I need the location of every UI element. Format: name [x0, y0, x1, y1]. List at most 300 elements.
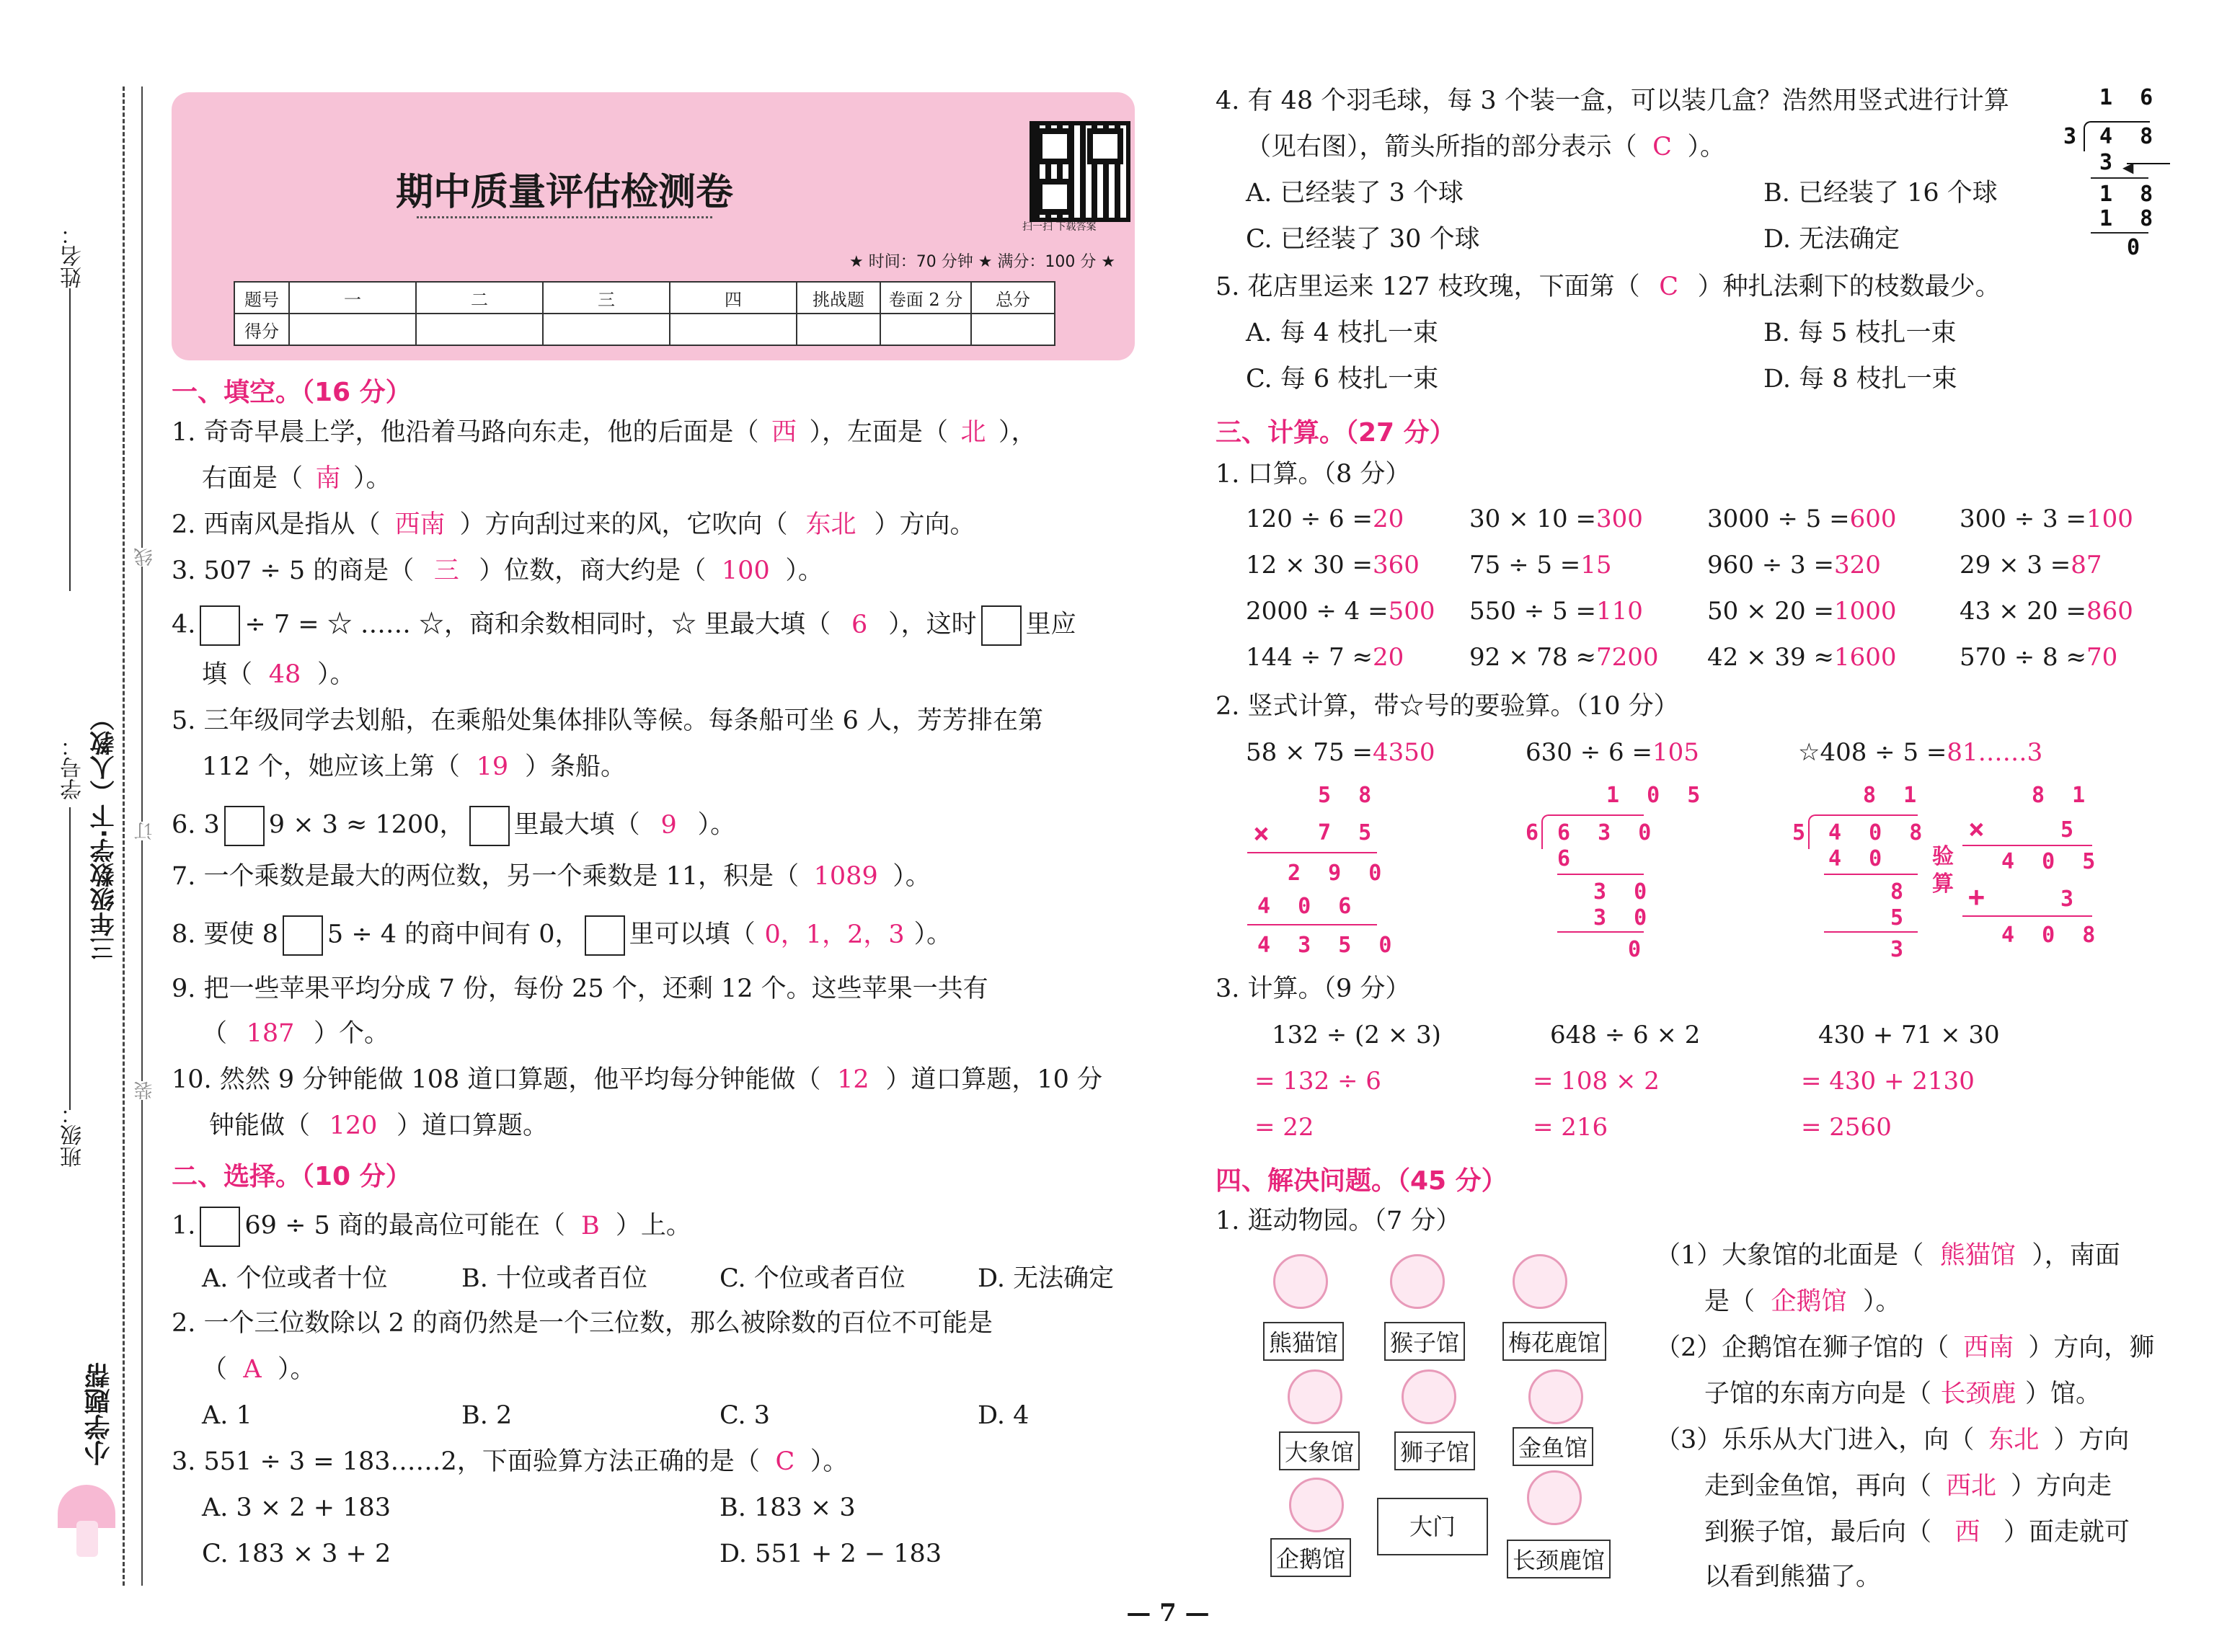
- question-text: 子馆的东南方向是（: [1704, 1380, 1932, 1408]
- vertical-calc-3: [1798, 738, 2042, 767]
- cut-line-label: 线: [131, 548, 158, 567]
- question-text: 到猴子馆，最后向（: [1704, 1518, 1932, 1547]
- choice-q3: [172, 1446, 848, 1478]
- oral-expression: 2000 ÷ 4 =: [1246, 597, 1389, 626]
- blank-box[interactable]: [585, 915, 625, 956]
- question-text: ）方向，狮: [2028, 1333, 2155, 1362]
- section-3-title: 三、计算。（27 分）: [1216, 418, 1456, 448]
- question-text: （1）大象馆的北面是（: [1655, 1241, 1924, 1270]
- section-4-title: 四、解决问题。（45 分）: [1216, 1166, 1507, 1196]
- calc-digits: 5 8: [1318, 783, 1379, 808]
- calc-digits: 3 0: [1593, 879, 1655, 905]
- calc-rule: [1824, 874, 1918, 875]
- answer: 120: [329, 1111, 378, 1140]
- answer: C: [775, 1447, 795, 1476]
- option[interactable]: A. 3 × 2 + 183: [202, 1493, 391, 1522]
- question-text: 5. 三年级同学去划船，在乘船处集体排队等候。每条船可坐 6 人，芳芳排在第: [172, 706, 1044, 735]
- answer: C: [1659, 272, 1678, 301]
- choice-q2: [172, 1307, 993, 1339]
- question-text: 以看到熊猫了。: [1704, 1563, 1882, 1591]
- score-input-cell[interactable]: [880, 314, 971, 345]
- question-text: ），南面: [2032, 1241, 2120, 1270]
- answer: 48: [268, 660, 301, 689]
- answer: 187: [246, 1019, 295, 1048]
- calc-digits: 7 5: [1318, 820, 1379, 845]
- zoo-label: 金鱼馆: [1513, 1427, 1593, 1466]
- calc-expression: 630 ÷ 6 =: [1526, 738, 1652, 767]
- fill-q10: [172, 1064, 1102, 1096]
- qr-finder-icon: [1087, 128, 1123, 164]
- score-cell: 三: [543, 282, 670, 314]
- compute-expr: 648 ÷ 6 × 2: [1550, 1021, 1701, 1049]
- question-text: 3. 507 ÷ 5 的商是（: [172, 556, 415, 585]
- section-1-title: 一、填空。（16 分）: [172, 378, 412, 407]
- oral-answer: 20: [1372, 505, 1404, 533]
- score-cell: 四: [670, 282, 797, 314]
- oral-item: [1707, 643, 1896, 672]
- question-text: ）方向走: [2011, 1472, 2112, 1501]
- answer: C: [1652, 133, 1672, 161]
- choice-q4: [1216, 85, 2009, 117]
- question-text: 9. 把一些苹果平均分成 7 份，每份 25 个，还剩 12 个。这些苹果一共有: [172, 974, 988, 1003]
- check-digits: 3: [2060, 887, 2081, 912]
- answer: A: [243, 1355, 262, 1384]
- title-underline: [417, 216, 712, 218]
- question-text: 2. 一个三位数除以 2 的商仍然是一个三位数，那么被除数的百位不可能是: [172, 1309, 993, 1338]
- zoo-label: 梅花鹿馆: [1502, 1322, 1606, 1361]
- option[interactable]: D. 无法确定: [1763, 225, 1900, 254]
- check-digits: 8 1: [2032, 783, 2093, 808]
- fill-q9-cont: [202, 1018, 389, 1049]
- oral-item: [1246, 643, 1404, 672]
- blank-box[interactable]: [283, 915, 323, 956]
- division-rule: [2091, 177, 2148, 179]
- oral-item: [1246, 551, 1420, 579]
- question-text: ）方向。: [874, 510, 975, 539]
- blank-box[interactable]: [469, 806, 510, 846]
- oral-answer: 860: [2086, 597, 2133, 626]
- calc-answer: 81……3: [1947, 738, 2043, 767]
- penguin-icon: [1289, 1478, 1344, 1532]
- compute-step: = 430 + 2130: [1801, 1067, 1975, 1096]
- calc-operator: ×: [1253, 817, 1277, 849]
- oral-answer: 1000: [1833, 597, 1897, 626]
- blank-box[interactable]: [224, 806, 265, 846]
- question-text: 右面是（: [202, 464, 304, 493]
- oral-item: [1469, 597, 1643, 626]
- question-text: ），这时: [888, 610, 977, 639]
- panda-icon: [1273, 1254, 1328, 1309]
- calc-digits: 3: [1890, 937, 1911, 962]
- question-text: ）。: [913, 920, 952, 949]
- oral-expression: 92 × 78 ≈: [1469, 643, 1596, 672]
- oral-answer: 20: [1372, 643, 1404, 672]
- fill-q6: [172, 806, 735, 846]
- calc-divisor: 6: [1526, 820, 1546, 845]
- question-text: 填（: [202, 660, 253, 689]
- option[interactable]: D. 无法确定: [978, 1264, 1115, 1293]
- question-text: ）方向: [2053, 1426, 2130, 1455]
- division-step: 1 8: [2099, 206, 2161, 231]
- calc-quotient: 1 0 5: [1606, 783, 1708, 808]
- oral-expression: 43 × 20 =: [1960, 597, 2086, 626]
- vertical-calc-1: [1246, 738, 1435, 767]
- question-text: 6. 3: [172, 810, 220, 840]
- question-text: ）面走就可: [2004, 1518, 2130, 1547]
- score-input-cell[interactable]: [670, 314, 797, 345]
- question-text: ）方向刮过来的风，它吹向（: [459, 510, 788, 539]
- oral-expression: 144 ÷ 7 ≈: [1246, 643, 1373, 672]
- check-digits: 4 0 8: [2001, 923, 2103, 948]
- answer: 西南: [394, 510, 446, 539]
- fill-q3: [172, 555, 823, 587]
- division-quotient: 1 6: [2099, 85, 2161, 110]
- answer: 南: [315, 464, 341, 493]
- compute-expr: 132 ÷ (2 × 3): [1272, 1021, 1441, 1049]
- check-digits: 5: [2060, 817, 2081, 843]
- question-text: 是（: [1704, 1287, 1756, 1316]
- oral-answer: 15: [1580, 551, 1612, 579]
- option[interactable]: A. 个位或者十位: [202, 1264, 388, 1293]
- question-text: 里应: [1025, 610, 1076, 639]
- score-table-header-row: [234, 282, 1055, 314]
- mushroom-stem-icon: [76, 1521, 98, 1557]
- blank-box[interactable]: [981, 605, 1022, 646]
- question-text: ）个。: [314, 1019, 390, 1048]
- calc-rule: [1557, 874, 1644, 875]
- question-text: ）。: [785, 556, 823, 585]
- oral-expression: 300 ÷ 3 =: [1960, 505, 2086, 533]
- name-label: 姓名：: [61, 223, 86, 288]
- fill-q2: [172, 509, 975, 541]
- question-text: ），: [999, 418, 1037, 447]
- blank-box[interactable]: [200, 605, 240, 646]
- compute-step: = 132 ÷ 6: [1254, 1067, 1381, 1096]
- section-2-title: 二、选择。（10 分）: [172, 1162, 412, 1191]
- cut-line-label: 订: [131, 822, 158, 840]
- zoo-p3-cont: [1704, 1470, 2112, 1502]
- question-text: 9 × 3 ≈ 1200，: [268, 810, 465, 840]
- question-text: 5 ÷ 4 的商中间有 0，: [327, 920, 580, 949]
- question-text: ）种扎法剩下的枝数最少。: [1697, 272, 2001, 301]
- answer: 1089: [813, 862, 878, 891]
- oral-item: [1469, 551, 1612, 579]
- question-text: 112 个，她应该上第（: [202, 752, 460, 781]
- book-label: 三年级数学·下（人教）: [90, 706, 119, 961]
- answer: 西南: [1963, 1333, 2014, 1362]
- oral-answer: 500: [1388, 597, 1435, 626]
- division-divisor: 3: [2063, 124, 2084, 149]
- oral-answer: 7200: [1595, 643, 1659, 672]
- fill-q4: [172, 605, 1076, 646]
- question-text: （3）乐乐从大门进入，向（: [1655, 1426, 1975, 1455]
- calc-quotient: 8 1: [1863, 783, 1924, 808]
- compute-step: = 22: [1254, 1113, 1314, 1142]
- oral-item: [1246, 597, 1435, 626]
- oral-expression: 120 ÷ 6 =: [1246, 505, 1373, 533]
- question-text: ）道口算题。: [397, 1111, 549, 1140]
- option[interactable]: B. 183 × 3: [720, 1493, 856, 1522]
- option[interactable]: D. 551 + 2 − 183: [720, 1540, 942, 1568]
- zoo-p2: [1655, 1332, 2154, 1364]
- option[interactable]: B. 十位或者百位: [461, 1264, 647, 1293]
- option[interactable]: B. 每 5 枝扎一束: [1763, 319, 1957, 347]
- calc-digits: 4 3 5 0: [1257, 933, 1399, 958]
- answer: 6: [851, 610, 868, 639]
- elephant-icon: [1288, 1369, 1342, 1424]
- option[interactable]: C. 个位或者百位: [720, 1264, 906, 1293]
- arrow-head-icon: ◀: [2122, 159, 2134, 176]
- qr-caption: 扫一扫 下载答案: [1022, 221, 1097, 233]
- question-text: （: [202, 1019, 228, 1048]
- question-text: ）。: [317, 660, 355, 689]
- option[interactable]: C. 每 6 枝扎一束: [1246, 365, 1439, 394]
- score-cell: 题号: [234, 282, 289, 314]
- score-cell: 得分: [234, 314, 289, 345]
- choice-q5: [1216, 271, 2001, 303]
- option[interactable]: C. 3: [720, 1401, 771, 1430]
- answer: 东北: [805, 510, 856, 539]
- question-text: ）。: [810, 1447, 849, 1476]
- choice-q4-cont: [1246, 131, 1725, 163]
- answer: 三: [433, 556, 459, 585]
- vertical-calc-2: [1526, 738, 1699, 767]
- score-input-cell[interactable]: [797, 314, 880, 345]
- question-text: ）。: [1863, 1287, 1901, 1316]
- answer: 西: [1954, 1518, 1980, 1547]
- oral-answer: 300: [1595, 505, 1643, 533]
- question-text: ）。: [353, 464, 391, 493]
- question-text: ）。: [278, 1355, 316, 1384]
- answer: 北: [960, 418, 986, 447]
- question-text: 4. 有 48 个羽毛球，每 3 个装一盒，可以装几盒？浩然用竖式进行计算: [1216, 86, 2009, 115]
- oral-expression: 42 × 39 ≈: [1707, 643, 1834, 672]
- answer: B: [581, 1211, 600, 1240]
- question-text: 1.: [172, 1211, 196, 1240]
- question-text: 4.: [172, 610, 196, 639]
- lion-icon: [1402, 1369, 1456, 1424]
- calc-digits: 4 0: [1828, 846, 1890, 871]
- oral-item: [1246, 505, 1404, 533]
- student-id-label: 学号：: [61, 735, 86, 800]
- oral-expression: 570 ÷ 8 ≈: [1960, 643, 2086, 672]
- id-field-line[interactable]: [69, 807, 71, 1110]
- calc-rule: [1557, 931, 1644, 933]
- calc-dividend: 4 0 8: [1828, 820, 1930, 845]
- question-text: ÷ 7 = ☆ …… ☆，商和余数相同时，☆ 里最大填（: [244, 610, 831, 639]
- question-text: 7. 一个乘数是最大的两位数，另一个乘数是 11，积是（: [172, 862, 800, 891]
- zoo-question-title: 1. 逛动物园。（7 分）: [1216, 1207, 1461, 1235]
- header-banner: [172, 92, 1135, 360]
- division-dividend: 4 8: [2099, 124, 2161, 149]
- compute-expr: 430 + 71 × 30: [1818, 1021, 2000, 1049]
- zoo-label: 企鹅馆: [1270, 1538, 1351, 1577]
- division-rule: [2091, 232, 2148, 234]
- question-text: 钟能做（: [209, 1111, 311, 1140]
- zoo-p1: [1655, 1240, 2120, 1271]
- score-input-cell[interactable]: [971, 314, 1055, 345]
- question-text: 里最大填（: [513, 810, 640, 840]
- calc-answer: 4350: [1372, 738, 1435, 767]
- fill-q8: [172, 915, 952, 956]
- question-text: 10. 然然 9 分钟能做 108 道口算题，他平均每分钟能做（: [172, 1065, 821, 1094]
- compute-step: = 216: [1533, 1113, 1608, 1142]
- question-text: ）道口算题，10 分: [885, 1065, 1103, 1094]
- option[interactable]: B. 已经装了 16 个球: [1763, 179, 1998, 208]
- question-text: 里可以填（: [629, 920, 756, 949]
- calc-digits: 0: [1628, 937, 1649, 962]
- zoo-gate: 大门: [1377, 1498, 1488, 1555]
- oral-answer: 87: [2071, 551, 2102, 579]
- question-text: 5. 花店里运来 127 枝玫瑰，下面第（: [1216, 272, 1640, 301]
- giraffe-icon: [1527, 1470, 1582, 1525]
- zoo-label: 大象馆: [1279, 1431, 1360, 1470]
- oral-item: [1960, 643, 2117, 672]
- fill-q1-cont: [202, 463, 391, 494]
- calc-digits: 5: [1890, 905, 1911, 931]
- goldfish-icon: [1528, 1369, 1583, 1424]
- option[interactable]: D. 每 8 枝扎一束: [1763, 365, 1957, 394]
- qr-finder-icon: [1037, 179, 1073, 215]
- check-label: 验算: [1932, 844, 1954, 897]
- question-text: ）位数，商大约是（: [479, 556, 707, 585]
- answer: 企鹅馆: [1771, 1287, 1847, 1316]
- oral-expression: 75 ÷ 5 =: [1469, 551, 1581, 579]
- vertical-title: 2. 竖式计算，带☆号的要验算。（10 分）: [1216, 692, 1679, 721]
- oral-expression: 550 ÷ 5 =: [1469, 597, 1596, 626]
- calc-rule: [1824, 931, 1918, 933]
- answer: 西: [771, 418, 797, 447]
- option[interactable]: C. 183 × 3 + 2: [202, 1540, 391, 1568]
- answer: 19: [476, 752, 509, 781]
- question-text: 1. 奇奇早晨上学，他沿着马路向东走，他的后面是（: [172, 418, 759, 447]
- oral-expression: 3000 ÷ 5 =: [1707, 505, 1850, 533]
- oral-expression: 50 × 20 =: [1707, 597, 1834, 626]
- qr-finder-icon: [1037, 128, 1073, 164]
- option[interactable]: D. 4: [978, 1401, 1030, 1430]
- option[interactable]: A. 每 4 枝扎一束: [1246, 319, 1439, 347]
- fill-q4-cont: [202, 659, 355, 690]
- name-field-line[interactable]: [69, 288, 71, 591]
- cut-line-label: 装: [131, 1081, 158, 1100]
- question-text: ）上。: [615, 1211, 691, 1240]
- oral-answer: 110: [1595, 597, 1643, 626]
- option[interactable]: B. 2: [461, 1401, 513, 1430]
- oral-item: [1469, 505, 1643, 533]
- answer: 100: [721, 556, 770, 585]
- question-text: 8. 要使 8: [172, 920, 278, 949]
- division-step: 1 8: [2099, 182, 2161, 207]
- zoo-label: 猴子馆: [1384, 1322, 1465, 1361]
- brand-label: 小学题帮: [84, 1362, 114, 1466]
- calc-digits: 8: [1890, 879, 1911, 905]
- calc-expression: ☆408 ÷ 5 =: [1798, 738, 1947, 767]
- oral-item: [1707, 551, 1881, 579]
- fill-q10-cont: [209, 1110, 548, 1142]
- question-text: （2）企鹅馆在狮子馆的（: [1655, 1333, 1949, 1362]
- oral-answer: 100: [2086, 505, 2133, 533]
- question-text: 2. 西南风是指从（: [172, 510, 381, 539]
- page-number: — 7 —: [1126, 1599, 1210, 1627]
- fill-q5-cont: [202, 751, 626, 783]
- oral-expression: 29 × 3 =: [1960, 551, 2071, 579]
- question-text: （: [202, 1355, 228, 1384]
- calc-digits: 3 0: [1593, 905, 1655, 931]
- score-cell: 挑战题: [797, 282, 880, 314]
- zoo-p3-cont: [1704, 1561, 1881, 1593]
- calc-rule: [1962, 915, 2092, 917]
- score-input-cell[interactable]: [543, 314, 670, 345]
- deer-icon: [1513, 1254, 1567, 1309]
- score-input-cell[interactable]: [289, 314, 416, 345]
- score-cell: 总分: [971, 282, 1055, 314]
- calc-divisor: 5: [1792, 820, 1813, 845]
- question-text: ）。: [697, 810, 736, 840]
- question-text: ），左面是（: [809, 418, 949, 447]
- question-text: ）。: [893, 862, 931, 891]
- calc-expression: 58 × 75 =: [1246, 738, 1373, 767]
- compute-step: = 108 × 2: [1533, 1067, 1660, 1096]
- fill-q1: [172, 417, 1037, 448]
- oral-answer: 600: [1849, 505, 1897, 533]
- zoo-label: 长颈鹿馆: [1507, 1540, 1611, 1578]
- score-cell: 卷面 2 分: [880, 282, 971, 314]
- calc-rule: [1247, 924, 1377, 925]
- check-digits: 4 0 5: [2001, 849, 2103, 874]
- option[interactable]: A. 1: [202, 1401, 252, 1430]
- answer: 熊猫馆: [1939, 1241, 2016, 1270]
- answer: 12: [837, 1065, 869, 1094]
- zoo-label: 熊猫馆: [1263, 1322, 1344, 1361]
- calc-rule: [1247, 852, 1377, 853]
- zoo-p3: [1655, 1424, 2129, 1456]
- oral-item: [1960, 505, 2133, 533]
- compute-step: = 2560: [1801, 1113, 1892, 1142]
- calc-digits: 4 0 6: [1257, 894, 1359, 919]
- question-text: （见右图），箭头所指的部分表示（: [1246, 133, 1637, 161]
- question-text: 3. 551 ÷ 3 = 183……2，下面验算方法正确的是（: [172, 1447, 760, 1476]
- oral-item: [1707, 597, 1896, 626]
- qr-code-icon: [1030, 121, 1130, 222]
- calc-answer: 105: [1652, 738, 1699, 767]
- exam-meta: ★ 时间：70 分钟 ★ 满分：100 分 ★: [849, 253, 1116, 271]
- fill-q9: [172, 973, 988, 1005]
- option[interactable]: A. 已经装了 3 个球: [1246, 179, 1464, 208]
- calc-digits: 2 9 0: [1288, 861, 1389, 886]
- option[interactable]: C. 已经装了 30 个球: [1246, 225, 1480, 254]
- question-text: ）条船。: [524, 752, 626, 781]
- zoo-p3-cont: [1704, 1516, 2130, 1548]
- compute-title: 3. 计算。（9 分）: [1216, 974, 1411, 1003]
- oral-expression: 30 × 10 =: [1469, 505, 1596, 533]
- score-input-cell[interactable]: [416, 314, 543, 345]
- fill-q7: [172, 861, 931, 892]
- calc-dividend: 6 3 0: [1557, 820, 1659, 845]
- answer: 9: [660, 810, 677, 840]
- question-text: 69 ÷ 5 商的最高位可能在（: [244, 1211, 565, 1240]
- division-remainder: 0: [2127, 235, 2148, 260]
- score-cell: 二: [416, 282, 543, 314]
- oral-answer: 1600: [1833, 643, 1897, 672]
- oral-item: [1960, 551, 2102, 579]
- score-table-score-row: [234, 314, 1055, 345]
- cut-line: [123, 86, 127, 1586]
- score-cell: 一: [289, 282, 416, 314]
- division-step: 3: [2099, 150, 2120, 175]
- question-text: 走到金鱼馆，再向（: [1704, 1472, 1932, 1501]
- answer: 0，1，2，3: [764, 920, 905, 949]
- blank-box[interactable]: [200, 1207, 240, 1247]
